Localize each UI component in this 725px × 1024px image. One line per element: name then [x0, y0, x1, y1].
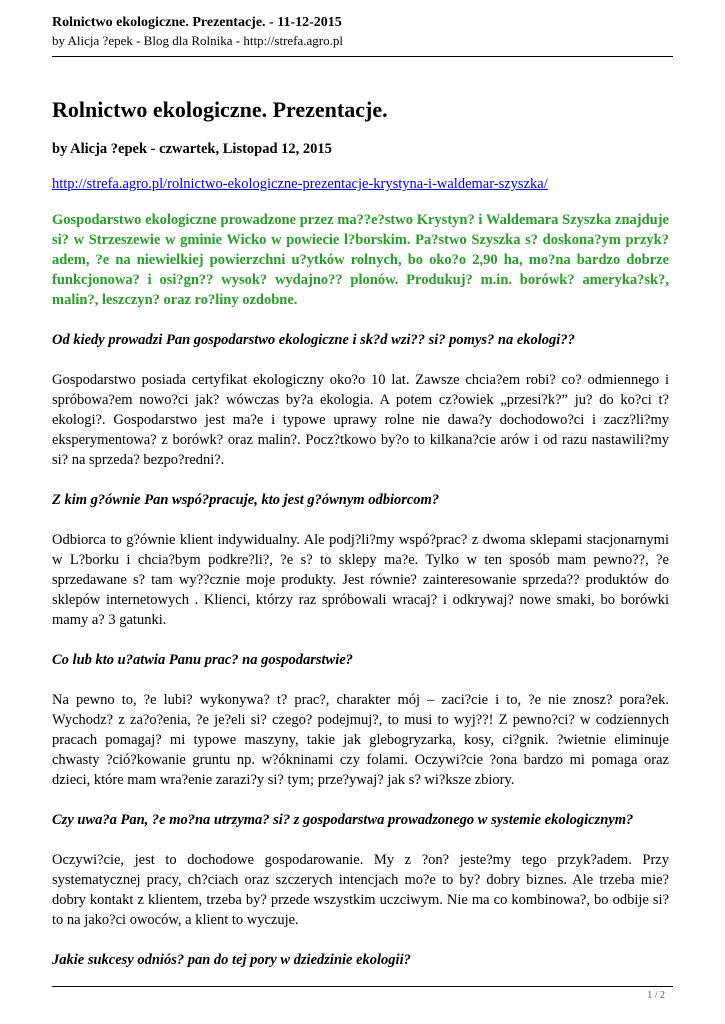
page-header [52, 13, 673, 50]
interview-question: Z kim g?ównie Pan wspó?pracuje, kto jest g?ównym odbiorcom? [52, 492, 440, 508]
article-intro: Gospodarstwo ekologiczne prowadzone przez ma??e?stwo Krystyn? i Waldemara Szyszka znajduje si? w Strzeszewie w gminie Wicko w powiecie l?borskim. Pa?stwo Szyszka s? doskona?ym przyk?adem, ?e na niewielkiej powierzchni u?ytków rolnych, bo oko?o 2,90 ha, mo?na bardzo dobrze funkcjonowa? i osi?gn?? wysok? wydajno?? plonów. Produkuj? m.in. borówk? ameryka?sk?, malin?, leszczyn? oraz ro?liny ozdobne. [52, 212, 669, 308]
interview-question: Czy uwa?a Pan, ?e mo?na utrzyma? si? z gospodarstwa prowadzonego w systemie ekologicznym? [52, 812, 634, 828]
page-number: 1 / 2 [647, 990, 665, 1001]
interview-question: Jakie sukcesy odniós? pan do tej pory w dziedzinie ekologii? [52, 952, 411, 968]
interview-question: Od kiedy prowadzi Pan gospodarstwo ekologiczne i sk?d wzi?? si? pomys? na ekologi?? [52, 332, 575, 348]
header-subtitle: by Alicja ?epek - Blog dla Rolnika - http://strefa.agro.pl [52, 33, 343, 48]
header-divider [52, 56, 673, 57]
interview-answer: Gospodarstwo posiada certyfikat ekologiczny oko?o 10 lat. Zawsze chcia?em robi? co? odmiennego i spróbowa?em nowo?ci jak? wówczas by?a ekologia. A potem cz?owiek „przesi?k?” ju? do ko?ci t? ekologi?. Gospodarstwo jest ma?e i typowe uprawy rolne nie dawa?y dochodowo?ci i zacz?li?my eksperymentowa? z borówk? oraz malin?. Pocz?tkowo by?o to kilkana?cie arów i od razu nastawili?my si? na sprzeda? bezpo?redni?. [52, 372, 669, 468]
article-link[interactable]: http://strefa.agro.pl/rolnictwo-ekologiczne-prezentacje-krystyna-i-waldemar-szyszka/ [52, 176, 548, 192]
article-byline: by Alicja ?epek - czwartek, Listopad 12, 2015 [52, 141, 332, 157]
interview-answer: Odbiorca to g?ównie klient indywidualny. Ale podj?li?my wspó?prac? z dwoma sklepami stacjonarnymi w L?borku i chcia?bym podkre?li?, ?e s? to sklepy ma?e. Tylko w ten sposób mam pewno??, ?e sprzedawane s? tam wy??cznie moje produkty. Jest równie? zainteresowanie sprzeda?? produktów do sklepów internetowych . Klienci, którzy raz spróbowali wracaj? i odkrywaj? nowe smaki, bo borówki mamy a? 3 gatunki. [52, 532, 669, 628]
header-title: Rolnictwo ekologiczne. Prezentacje. - 11-12-2015 [52, 15, 342, 30]
interview-answer: Oczywi?cie, jest to dochodowe gospodarowanie. My z ?on? jeste?my tego przyk?adem. Przy systematycznej pracy, ch?ciach oraz szczerych intencjach mo?e to by? dobry biznes. Ale trzeba mie? dobry kontakt z klientem, trzeba by? przede wszystkim uczciwym. Nie ma co kombinowa?, bo odbije si? to na jako?ci owoców, a klient to wyczuje. [52, 852, 669, 928]
interview-answer: Na pewno to, ?e lubi? wykonywa? t? prac?, charakter mój – zaci?cie i to, ?e nie znosz? pora?ek. Wychodz? z za?o?enia, ?e je?eli si? czego? podejmuj?, to musi to wyj??! Z pewno?ci? w codziennych pracach pomagaj? mi typowe maszyny, takie jak glebogryzarka, kosy, ci?gnik. ?wietnie eliminuje chwasty ?ció?kowanie gruntu np. w?ókninami czy folami. Oczywi?cie ?ona bardzo mi pomaga oraz dzieci, które mam wra?enie zarazi?y si? tym; prze?ywaj? jak s? wi?ksze zbiory. [52, 692, 669, 788]
article [52, 97, 669, 970]
article-title: Rolnictwo ekologiczne. Prezentacje. [52, 97, 388, 122]
interview-question: Co lub kto u?atwia Panu prac? na gospodarstwie? [52, 652, 353, 668]
footer-divider [52, 986, 673, 987]
